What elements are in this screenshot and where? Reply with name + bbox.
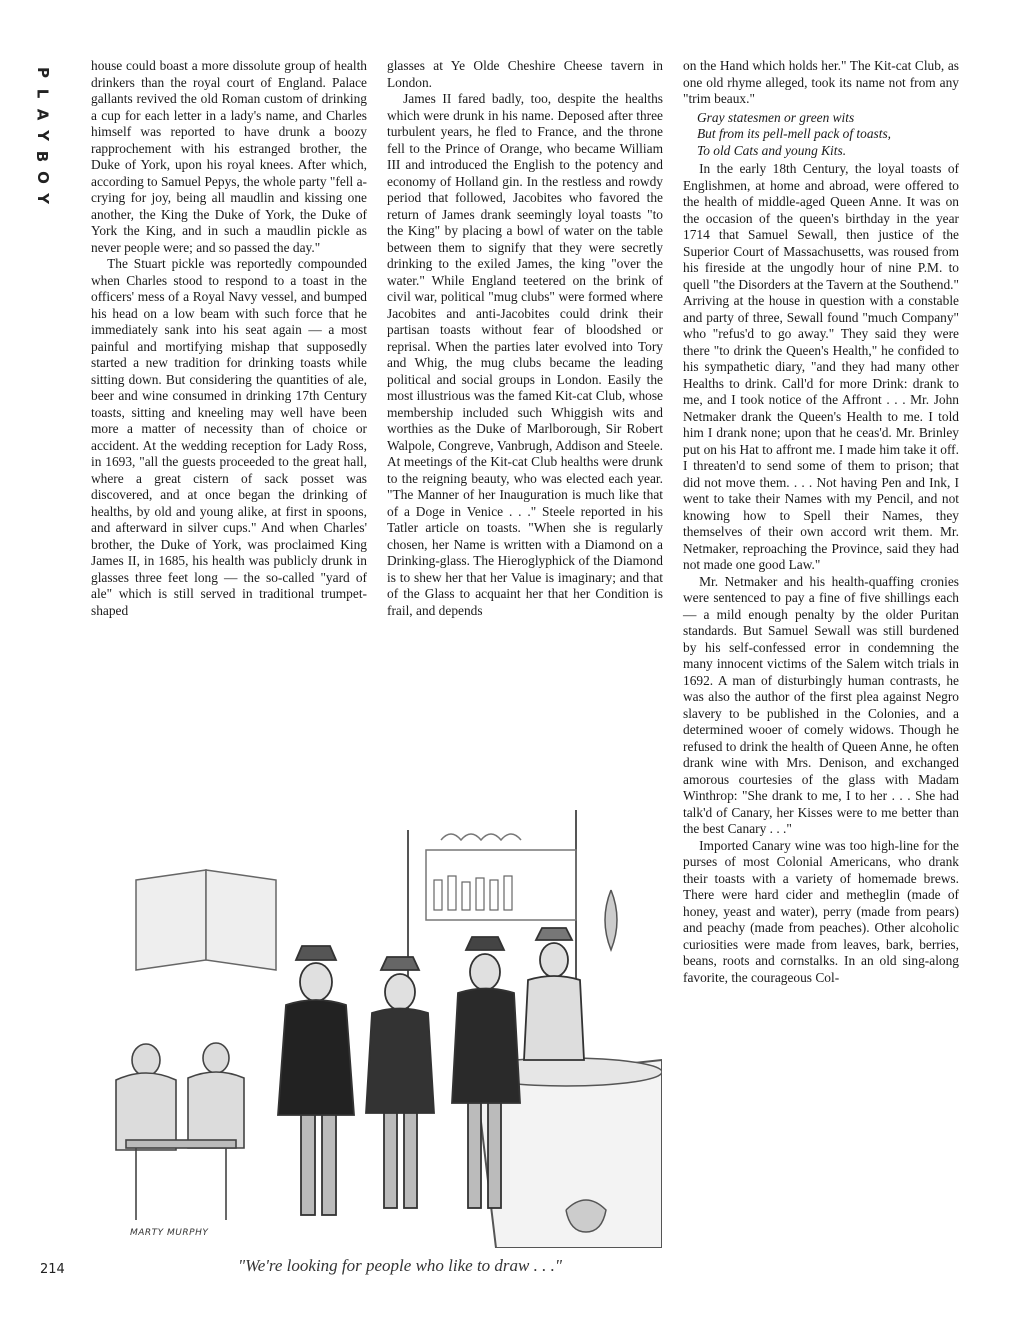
- paragraph: In the early 18th Century, the loyal toasts of Englishmen, at home and abroad, were offered to the health of middle-aged Queen Anne. It was on the occasion of the queen's birthday in the year 1714 that Samuel Sewall, then justice of the Superior Court of Massachusetts, was roused from his fireside at the ungodly hour of nine P.M. to quell "the Disorders at the Tavern at the Southend." Arriving at the house in question with a constable and party of three, Sewall found "much Company" who "refus'd to go away." They said they were there "to drink the Queen's Health," he confided to his sympathetic diary, "and they had many other Healths to drink. Call'd for more Drink: drank to me, and I took notice of the Affront . . . Mr. John Netmaker drank the Queen's Health to me. I told him I drank none; upon that he ceas'd. Mr. Brinley put on his Hat to affront me. I made him take it off. I threaten'd to send some of them to prison; that did not move them. . . . Not having Pen and Ink, I went to take their Names with my Pencil, and not knowing how to Spell their Names, they themselves of their own accord writ them. Mr. Netmaker, reproaching the Province, said they had not made one good Law.": [683, 161, 959, 572]
- paragraph: James II fared badly, too, despite the healths which were drunk in his name. Deposed after three turbulent years, he fled to France, and the throne fell to the Prince of Orange, who became William III and introduced the English to the potency and economy of Holland gin. In the restless and rowdy period that followed, Jacobites who favored the return of James drank seemingly loyal toasts "to the King" by placing a bowl of water on the table between them to signify that they were secretly drinking to the exiled James, the king "over the water." While England teetered on the brink of civil war, political "mug clubs" were formed where Jacobites and anti-Jacobites could drink their partisan toasts without fear of bloodshed or reprisal. When the parties later evolved into Tory and Whig, the mug clubs became the leading political and social groups in London. Easily the most illustrious was the famed Kit-cat Club, whose membership included such Whiggish wits and worthies as the Duke of Marlborough, Sir Robert Walpole, Congreve, Vanbrugh, Addison and Steele. At meetings of the Kit-cat Club healths were drunk to the reigning beauty, who was elected each year. "The Manner of her Inauguration is much like that of a Doge in Venice . . ." Steele reported in his Tatler article on toasts. "When she is regularly chosen, her Name is written with a Diamond on a Drinking-glass. The Hieroglyphick of the Diamond is to shew her that her Value is imaginary; and that of the Glass to acquaint her that her Condition is frail, and depends: [387, 91, 663, 618]
- magazine-letter: Y: [33, 130, 52, 141]
- verse-line: To old Cats and young Kits.: [697, 142, 847, 158]
- magazine-letter: Y: [33, 193, 52, 204]
- paragraph: house could boast a more dissolute group of health drinkers than the royal court of England. Palace gallants revived the old Roman custom of drinking a cup for each letter in a lady's name, and Charles himself was reported to have drunk a boozy rapprochement with his estranged brother, the Duke of York, upon his royal knees. After which, according to Samuel Pepys, the whole party "fell a-crying for joy, being all maudlin and kissing one another, the King the Duke of York, the Duke of York the King, and in such a maudlin pickle as never people were; and so passed the day.": [91, 58, 367, 255]
- magazine-letter: A: [33, 108, 52, 121]
- text-column-3: [683, 58, 959, 986]
- cartoon-caption: "We're looking for people who like to draw . . .": [237, 1256, 563, 1275]
- paragraph: The Stuart pickle was reportedly compounded when Charles stood to respond to a toast in the officers' mess of a Royal Navy vessel, and bumped his head on a low beam with such force that he immediately sank into his seat again — a most painful and mortifying mishap that supposedly started a new tradition for drinking toasts while sitting down. But considering the quantities of ale, beer and wine consumed in drinking 17th Century toasts, sitting and kneeling may well have been more a matter of necessity than of choice or accident. At the wedding reception for Lady Ross, in 1693, "all the guests proceeded to the great hall, where a great cistern of sack posset was discovered, and at once began the drinking of healths, by old and young alike, at first in spoons, and afterward in silver cups." And when Charles' brother, the Duke of York, was proclaimed King James II, in 1685, his health was publicly drunk in glasses three feet long — the so-called "yard of ale" which is still served in traditional trumpet-shaped: [91, 256, 367, 618]
- paragraph: on the Hand which holds her." The Kit-cat Club, as one old rhyme alleged, took its name not from any "trim beaux.": [683, 58, 959, 106]
- text-column-2: [387, 58, 663, 619]
- verse-line: Gray statesmen or green wits: [697, 109, 855, 125]
- cartoonist-signature: MARTY MURPHY: [130, 1228, 209, 1238]
- magazine-letter: P: [33, 67, 52, 78]
- paragraph: Imported Canary wine was too high-line for the purses of most Colonial Americans, who drank their toasts with a variety of homemade brews. There were hard cider and metheglin (made of honey, yeast and water), perry (made from pears) and peachy (made from peaches). Other alcoholic curiosities were made from leaves, bark, berries, beans, roots and cornstalks. In an old sing-along favorite, the courageous Col-: [683, 837, 959, 985]
- cartoon-illustration: [96, 810, 662, 1248]
- page-number: 214: [40, 1262, 65, 1277]
- magazine-letter: O: [33, 171, 52, 184]
- verse-line: But from its pell-mell pack of toasts,: [697, 126, 892, 141]
- paragraph: Mr. Netmaker and his health-quaffing cronies were sentenced to pay a fine of five shillings each — a mild enough penalty by the older Puritan standards. But Samuel Sewall was still burdened by his self-confessed error in condemning the many innocent victims of the Salem witch trials in 1692. A man of disturbingly human contrasts, he was also the author of the first plea against Negro slavery to be published in the Colonies, and a determined wooer of comely widows. Though he refused to drink the health of Queen Anne, he often drank wine with Mrs. Denison, and exchanged amorous courtesies of the glass with Madam Winthrop: "She drank to me, I to her . . . She had talk'd of Canary, her Kisses were to me better than the best Canary . . .": [683, 573, 959, 836]
- magazine-name-vertical: [30, 62, 52, 209]
- text-column-1: [91, 58, 367, 619]
- magazine-letter: B: [33, 150, 52, 163]
- paragraph: glasses at Ye Olde Cheshire Cheese tavern in London.: [387, 58, 663, 90]
- magazine-letter: L: [33, 88, 52, 99]
- rhyme-verse: [697, 110, 959, 160]
